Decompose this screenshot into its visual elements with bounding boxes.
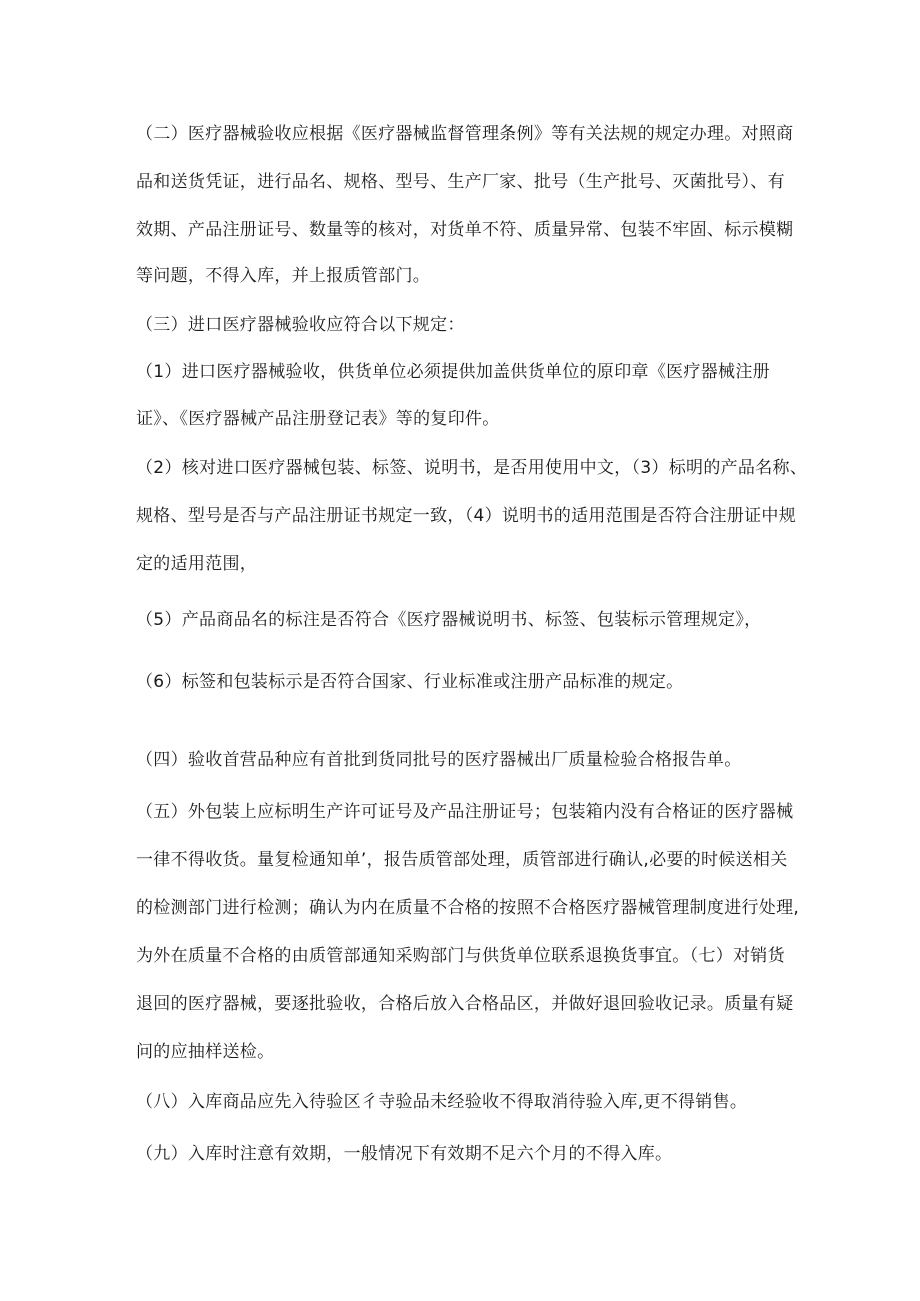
text-line-19: 问的应抽样送检。 <box>136 1042 275 1062</box>
text-line-16: 的检测部门进行检测；确认为内在质量不合格的按照不合格医疗器械管理制度进行处理, <box>136 898 800 918</box>
text-line-14: （五）外包装上应标明生产许可证号及产品注册证号；包装箱内没有合格证的医疗器械 <box>136 802 794 822</box>
text-line-3: 效期、产品注册证号、数量等的核对，对货单不符、质量异常、包装不牢固、标示模糊 <box>136 220 794 240</box>
text-line-2: 品和送货凭证，进行品名、规格、型号、生产厂家、批号（生产批号、灭菌批号）、有 <box>136 172 785 192</box>
text-line-13: （四）验收首营品种应有首批到货同批号的医疗器械出厂质量检验合格报告单。 <box>136 750 742 770</box>
text-line-8: （2）核对进口医疗器械包装、标签、说明书，是否用使用中文，（3）标明的产品名称、 <box>136 458 808 478</box>
text-line-17: 为外在质量不合格的由质管部通知采购部门与供货单位联系退换货事宜。（七）对销货 <box>136 946 785 966</box>
text-line-7: 证》、《医疗器械产品注册登记表》等的复印件。 <box>136 409 500 429</box>
text-line-11: （5）产品商品名的标注是否符合《医疗器械说明书、标签、包装标示管理规定》， <box>136 610 762 630</box>
text-line-15: 一律不得收货。量复检通知单’，报告质管部处理，质管部进行确认,必要的时候送相关 <box>136 850 788 870</box>
text-line-6: （1）进口医疗器械验收，供货单位必须提供加盖供货单位的原印章《医疗器械注册 <box>136 362 770 382</box>
text-line-12: （6）标签和包装标示是否符合国家、行业标准或注册产品标准的规定。 <box>136 672 684 692</box>
text-line-20: （八）入库商品应先入待验区彳寺验品未经验收不得取消待验入库,更不得销售。 <box>136 1092 748 1112</box>
text-line-18: 退回的医疗器械，要逐批验收，合格后放入合格品区，并做好退回验收记录。质量有疑 <box>136 994 794 1014</box>
text-line-5: （三）进口医疗器械验收应符合以下规定： <box>136 315 465 335</box>
text-line-1: （二）医疗器械验收应根据《医疗器械监督管理条例》等有关法规的规定办理。对照商 <box>136 124 794 144</box>
text-line-10: 定的适用范围， <box>136 554 258 574</box>
text-line-4: 等问题，不得入库，并上报质管部门。 <box>136 266 431 286</box>
text-line-9: 规格、型号是否与产品注册证书规定一致，（4）说明书的适用范围是否符合注册证中规 <box>136 506 797 526</box>
text-line-21: （九）入库时注意有效期，一般情况下有效期不足六个月的不得入库。 <box>136 1144 673 1164</box>
